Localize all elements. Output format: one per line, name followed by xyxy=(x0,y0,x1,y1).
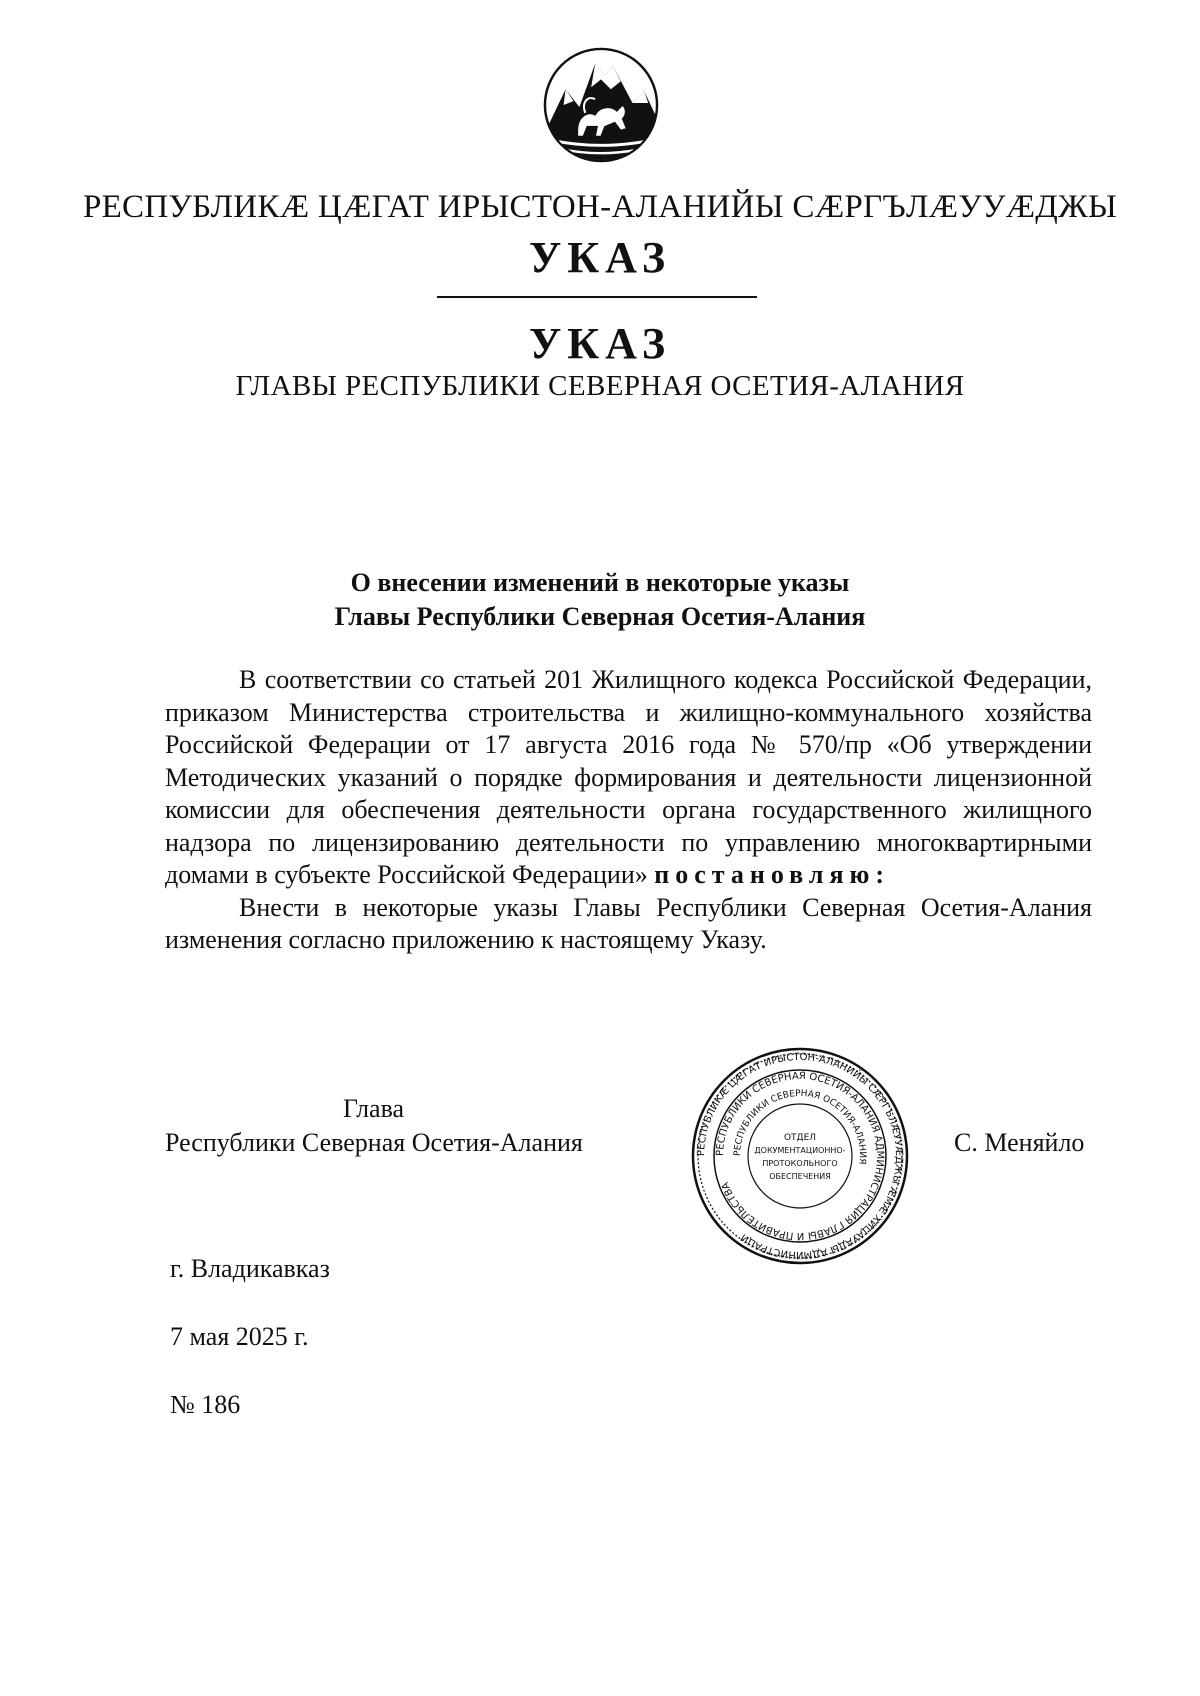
stamp-inner-ring-text: РЕСПУБЛИКИ СЕВЕРНАЯ ОСЕТИЯ-АЛАНИЯ xyxy=(732,1088,868,1165)
decree-body xyxy=(165,664,1092,957)
stamp-center-line-4: ОБЕСПЕЧЕНИЯ xyxy=(769,1172,831,1181)
signatory-name: С. Меняйло xyxy=(954,1128,1085,1157)
issue-date: 7 мая 2025 г. xyxy=(170,1322,309,1351)
body-paragraph-1 xyxy=(165,664,1092,892)
header-russian: ГЛАВЫ РЕСПУБЛИКИ СЕВЕРНАЯ ОСЕТИЯ-АЛАНИЯ xyxy=(235,370,965,402)
decree-title-line-2: Главы Республики Северная Осетия-Алания xyxy=(334,602,866,631)
stamp-center-line-2: ДОКУМЕНТАЦИОННО- xyxy=(754,1146,846,1155)
stamp-center-line-1: ОТДЕЛ xyxy=(783,1133,817,1143)
issue-city: г. Владикавказ xyxy=(170,1254,330,1283)
header-divider xyxy=(437,296,757,298)
signature-title-line-1: Глава xyxy=(343,1094,405,1123)
stamp-middle-ring-text: РЕСПУБЛИКИ СЕВЕРНАЯ ОСЕТИЯ-АЛАНИЯ АДМИНИСТРАЦИЯ ГЛАВЫ И ПРАВИТЕЛЬСТВА xyxy=(714,1070,886,1242)
ukaz-title-russian: УКАЗ xyxy=(528,319,672,368)
ukaz-title-ossetian: УКАЗ xyxy=(528,233,672,282)
header-ossetian: РЕСПУБЛИКӔ ЦӔГАТ ИРЫСТОН-АЛАНИЙЫ СӔРГЪЛӔУУӔДЖЫ xyxy=(82,189,1118,225)
official-stamp xyxy=(690,1046,910,1266)
coat-of-arms-emblem xyxy=(542,46,660,164)
resolution-word: постановляю: xyxy=(654,860,891,889)
signature-title-line-2: Республики Северная Осетия-Алания xyxy=(165,1128,583,1157)
body-paragraph-1-text: В соответствии со статьей 201 Жилищного кодекса Российской Федерации, приказом Министерства строительства и жилищно-коммунального хозяйства Российской Федерации от 17 августа 2016 года № 570/пр «Об утверждении Методических указаний о порядке формирования и деятельности лицензионной комиссии для обеспечения деятельности органа государственного жилищного надзора по лицензированию деятельности по управлению многоквартирными домами в субъекте Российской Федерации» xyxy=(165,665,1092,889)
stamp-center-line-3: ПРОТОКОЛЬНОГО xyxy=(762,1159,838,1168)
body-paragraph-2: Внести в некоторые указы Главы Республики Северная Осетия-Алания изменения согласно приложению к настоящему Указу. xyxy=(165,892,1092,954)
decree-title-line-1: О внесении изменений в некоторые указы xyxy=(350,568,850,597)
stamp-outer-ring-text: РЕСПУБЛИКӔ ЦӔГАТ ИРЫСТОН-АЛАНИЙЫ СӔРГЪЛӔУУӔДЖЫ ӔМӔ ХИЦАУАДЫ АДМИНИСТРАЦИ xyxy=(695,1051,905,1261)
decree-number: № 186 xyxy=(170,1390,241,1419)
